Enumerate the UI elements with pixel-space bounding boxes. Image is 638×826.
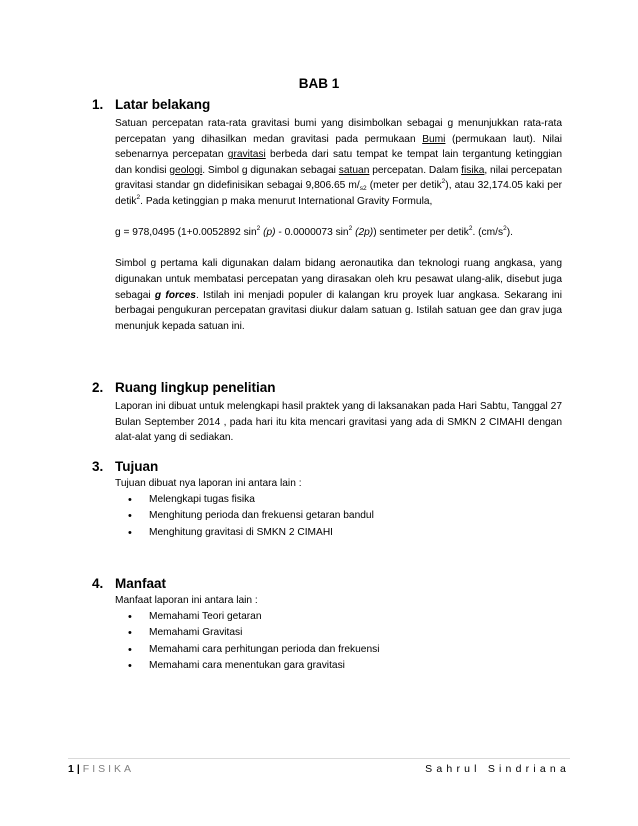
section-number: 3. [92, 459, 104, 474]
section-body [115, 593, 562, 675]
list-item: • Memahami cara menentukan gara gravitasi [128, 658, 562, 675]
list-item: • Memahami Gravitasi [128, 625, 562, 642]
list-item: • Melengkapi tugas fisika [128, 492, 562, 509]
page-number: 1 [68, 763, 74, 775]
link-gravitasi[interactable]: gravitasi [227, 149, 266, 161]
section-number: 4. [92, 576, 104, 591]
link-geologi[interactable]: geologi [169, 164, 203, 176]
section-heading [92, 380, 562, 395]
list-intro: Manfaat laporan ini antara lain : [115, 595, 258, 606]
paragraph: Satuan percepatan rata-rata gravitasi bumi yang disimbolkan sebagai g menunjukkan rata-rata percepatan yang dihasilkan medan gravitasi pada permukaan Bumi (permukaan laut). Nilai sebenarnya percepatan gravitasi berbeda dari satu tempat ke tempat lain tergantung ketinggian dan kondisi geologi. Simbol g digunakan sebagai satuan percepatan. Dalam fisika, nilai percepatan gravitasi standar gn didefinisikan sebagai 9,806.65 $m/_{s2}$ (meter per detik$^2$), atau 32,174.05 kaki per detik$^2$. Pada ketinggian p maka menurut International Gravity Formula, [115, 118, 563, 207]
footer-divider [68, 758, 570, 759]
list-item: • Memahami cara perhitungan perioda dan frekuensi [128, 642, 562, 659]
link-bumi[interactable]: Bumi [422, 133, 446, 145]
footer-left [68, 763, 134, 775]
section-heading [92, 576, 562, 591]
footer-separator: | [76, 763, 80, 775]
section-ruang-lingkup [92, 380, 562, 446]
footer-author: Sahrul Sindriana [425, 763, 570, 775]
section-title: Tujuan [115, 459, 159, 474]
section-number: 1. [92, 97, 104, 112]
chapter-title: BAB 1 [298, 76, 340, 91]
section-body [115, 399, 562, 446]
section-latar-belakang [92, 97, 562, 334]
paragraph: Simbol g pertama kali digunakan dalam bidang aeronautika dan teknologi ruang angkasa, yang digunakan untuk membatasi percepatan yang dirasakan oleh kru pesawat ulang-alik, disebut juga sebagai g forces. Istilah ini menjadi populer di kalangan kru proyek luar angkasa. Sekarang ini berbagai pengukuran percepatan gravitasi diukur dalam satuan g. Istilah satuan gee dan grav juga menunjuk kepada satuan ini. [115, 258, 562, 332]
section-body [115, 116, 562, 334]
gravity-formula: g = 978,0495 (1+0.0052892 $\sin^2 (p) - 0.0000073$ $\sin^2 (2p)$) sentimeter per detik$^2$. $(cm/s^2)$. [115, 225, 513, 239]
bullet-list [115, 492, 562, 542]
link-fisika[interactable]: fisika [461, 164, 485, 176]
section-manfaat [92, 576, 562, 675]
section-title: Ruang lingkup penelitian [115, 380, 276, 395]
section-heading [92, 459, 562, 474]
section-title: Latar belakang [115, 97, 211, 112]
paragraph: Laporan ini dibuat untuk melengkapi hasil praktek yang di laksanakan pada Hari Sabtu, Tanggal 27 Bulan September 2014 , pada hari itu kita mencari gravitasi yang ada di SMKN 2 CIMAHI dengan alat-alat yang di sediakan. [115, 401, 562, 444]
section-number: 2. [92, 380, 104, 395]
list-item: • Memahami Teori getaran [128, 609, 562, 626]
bullet-list [115, 609, 562, 675]
list-intro: Tujuan dibuat nya laporan ini antara lain : [115, 478, 302, 489]
list-item: • Menghitung perioda dan frekuensi getaran bandul [128, 508, 562, 525]
link-satuan[interactable]: satuan [338, 164, 370, 176]
footer-subject: FISIKA [82, 763, 135, 775]
section-tujuan [92, 459, 562, 541]
list-item: • Menghitung gravitasi di SMKN 2 CIMAHI [128, 525, 562, 542]
section-heading [92, 97, 562, 112]
section-body [115, 476, 562, 541]
section-title: Manfaat [115, 576, 167, 591]
